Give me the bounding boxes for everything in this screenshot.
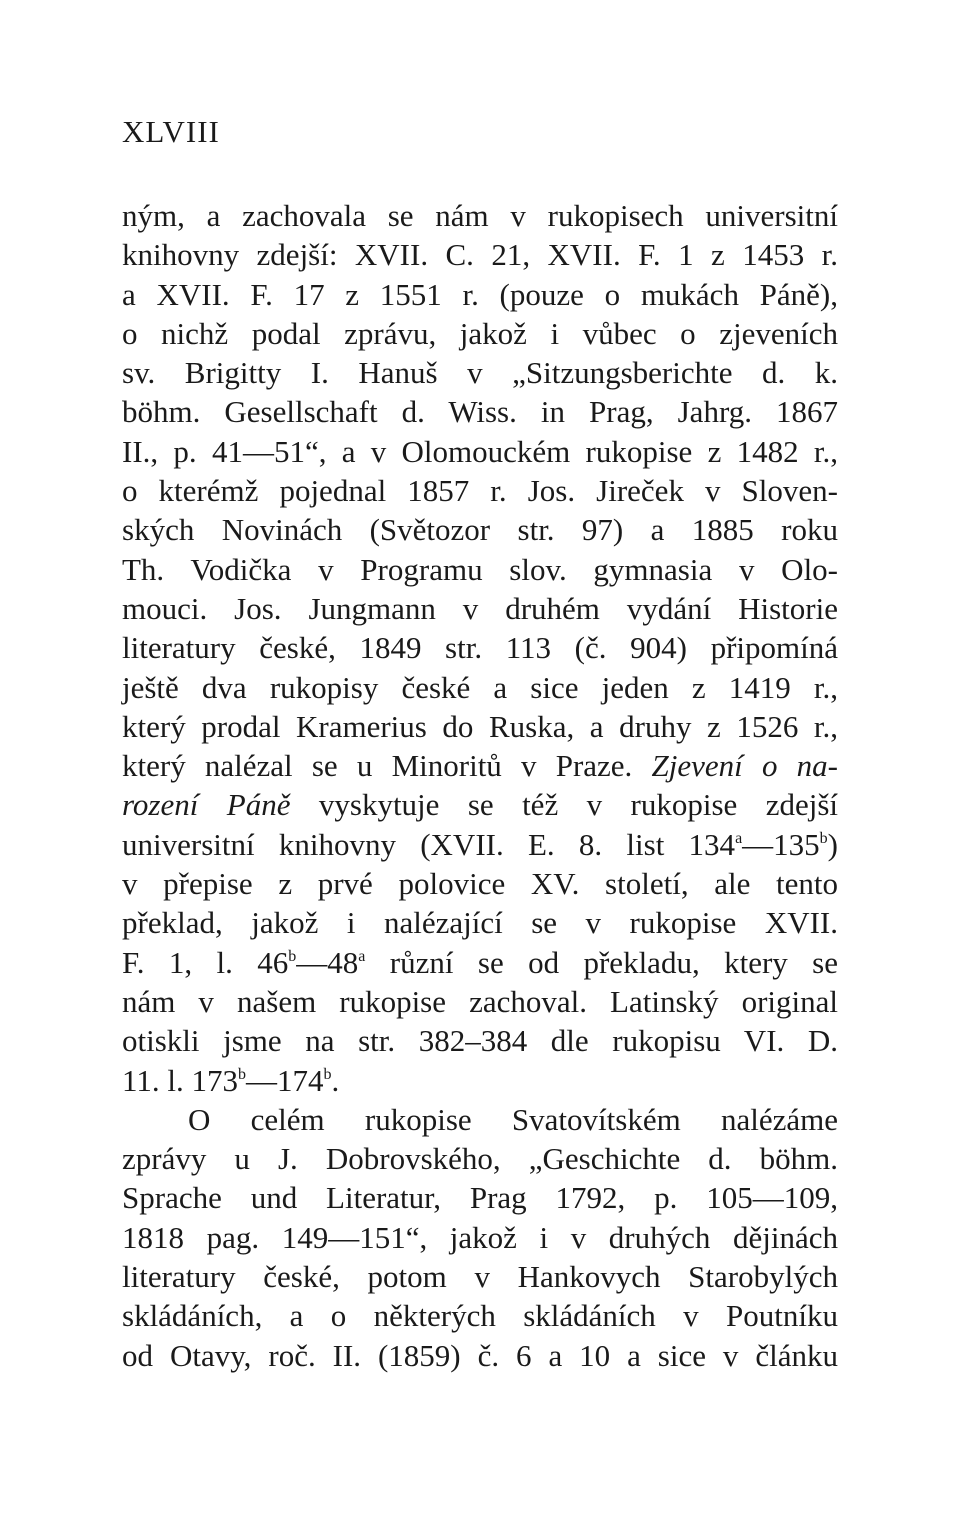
superscript: b [237,1065,246,1083]
text-segment: ských Novinách (Světozor str. 97) a 1885 roku [122,512,838,548]
text-segment: vyskytuje se též v rukopise zdejší [290,787,839,823]
text-line [122,746,838,785]
text-segment: mouci. Jos. Jungmann v druhém vydání Historie [122,590,838,626]
text-line [122,196,838,235]
text-segment: skládáních, a o některých skládáních v Poutníku [122,1298,838,1334]
text-segment: . [331,1062,340,1098]
text-segment: o nichž podal zprávu, jakož i vůbec o zjeveních [122,315,838,351]
text-segment: různí se od překladu, ktery se [365,944,838,980]
text-segment: Th. Vodička v Programu slov. gymnasia v Olo- [122,551,838,587]
text-line [122,864,838,903]
text-line [122,392,838,431]
text-line [122,785,838,824]
text-line [122,1100,838,1139]
text-line [122,1178,838,1217]
text-segment: knihovny zdejší: XVII. C. 21, XVII. F. 1 z 1453 r. [122,237,838,273]
italic-title: rození Páně [122,787,291,823]
page-number: XLVIII [122,114,220,149]
text-segment: böhm. Gesellschaft d. Wiss. in Prag, Jahrg. 1867 [122,394,838,430]
text-line [122,1021,838,1060]
text-line [122,1218,838,1257]
text-line [122,275,838,314]
text-segment: o kterémž pojednal 1857 r. Jos. Jireček v Sloven- [122,473,838,509]
text-segment: —135 [742,826,820,862]
text-segment: II., p. 41—51“, a v Olomouckém rukopise z 1482 r., [122,433,838,469]
text-segment: O celém rukopise Svatovítském nalézáme [188,1101,838,1137]
text-segment: —48 [296,944,359,980]
text-line [122,903,838,942]
superscript: b [323,1065,332,1083]
text-segment: který nalézal se u Minoritů v Praze. [122,748,652,784]
text-line [122,235,838,274]
text-segment: otiskli jsme na str. 382–384 dle rukopisu VI. D. [122,1023,838,1059]
text-line [122,314,838,353]
text-segment: který prodal Kramerius do Ruska, a druhy z 1526 r., [122,708,838,744]
text-segment: v přepise z prvé polovice XV. století, ale tento [122,866,838,902]
text-line [122,1257,838,1296]
text-segment: ještě dva rukopisy české a sice jeden z 1419 r., [122,669,838,705]
text-segment: 1818 pag. 149—151“, jakož i v druhých dějinách [122,1219,838,1255]
text-line [122,353,838,392]
text-segment: nám v našem rukopise zachoval. Latinský original [122,983,838,1019]
text-line [122,825,838,864]
text-segment: od Otavy, roč. II. (1859) č. 6 a 10 a sice v článku [122,1337,838,1373]
text-line [122,1336,838,1375]
superscript: a [735,829,743,847]
text-line [122,668,838,707]
text-segment: universitní knihovny (XVII. E. 8. list 134 [122,826,736,862]
text-line [122,432,838,471]
italic-title: Zjevení o na- [651,748,838,784]
text-line [122,1061,838,1100]
text-segment: 11. l. 173 [122,1062,238,1098]
text-line [122,1296,838,1335]
text-segment: ) [827,826,838,862]
superscript: a [358,947,366,965]
text-segment: sv. Brigitty I. Hanuš v „Sitzungsberichte d. k. [122,355,838,391]
text-line [122,589,838,628]
text-segment: překlad, jakož i nalézající se v rukopise XVII. [122,905,838,941]
text-segment: literatury české, potom v Hankovych Starobylých [122,1259,838,1295]
text-line [122,510,838,549]
superscript: b [288,947,297,965]
text-segment: a XVII. F. 17 z 1551 r. (pouze o mukách Páně), [122,276,838,312]
text-segment: F. 1, l. 46 [122,944,289,980]
superscript: b [819,829,828,847]
text-line [122,628,838,667]
text-segment: zprávy u J. Dobrovského, „Geschichte d. böhm. [122,1141,838,1177]
text-segment: ným, a zachovala se nám v rukopisech universitní [122,198,838,233]
body-text [122,196,838,1375]
text-line [122,943,838,982]
text-line [122,1139,838,1178]
text-segment: —174 [245,1062,324,1098]
text-line [122,707,838,746]
text-segment: literatury české, 1849 str. 113 (č. 904) připomíná [122,630,838,666]
text-line [122,982,838,1021]
text-line [122,471,838,510]
text-segment: Sprache und Literatur, Prag 1792, p. 105—109, [122,1180,838,1216]
text-line [122,550,838,589]
